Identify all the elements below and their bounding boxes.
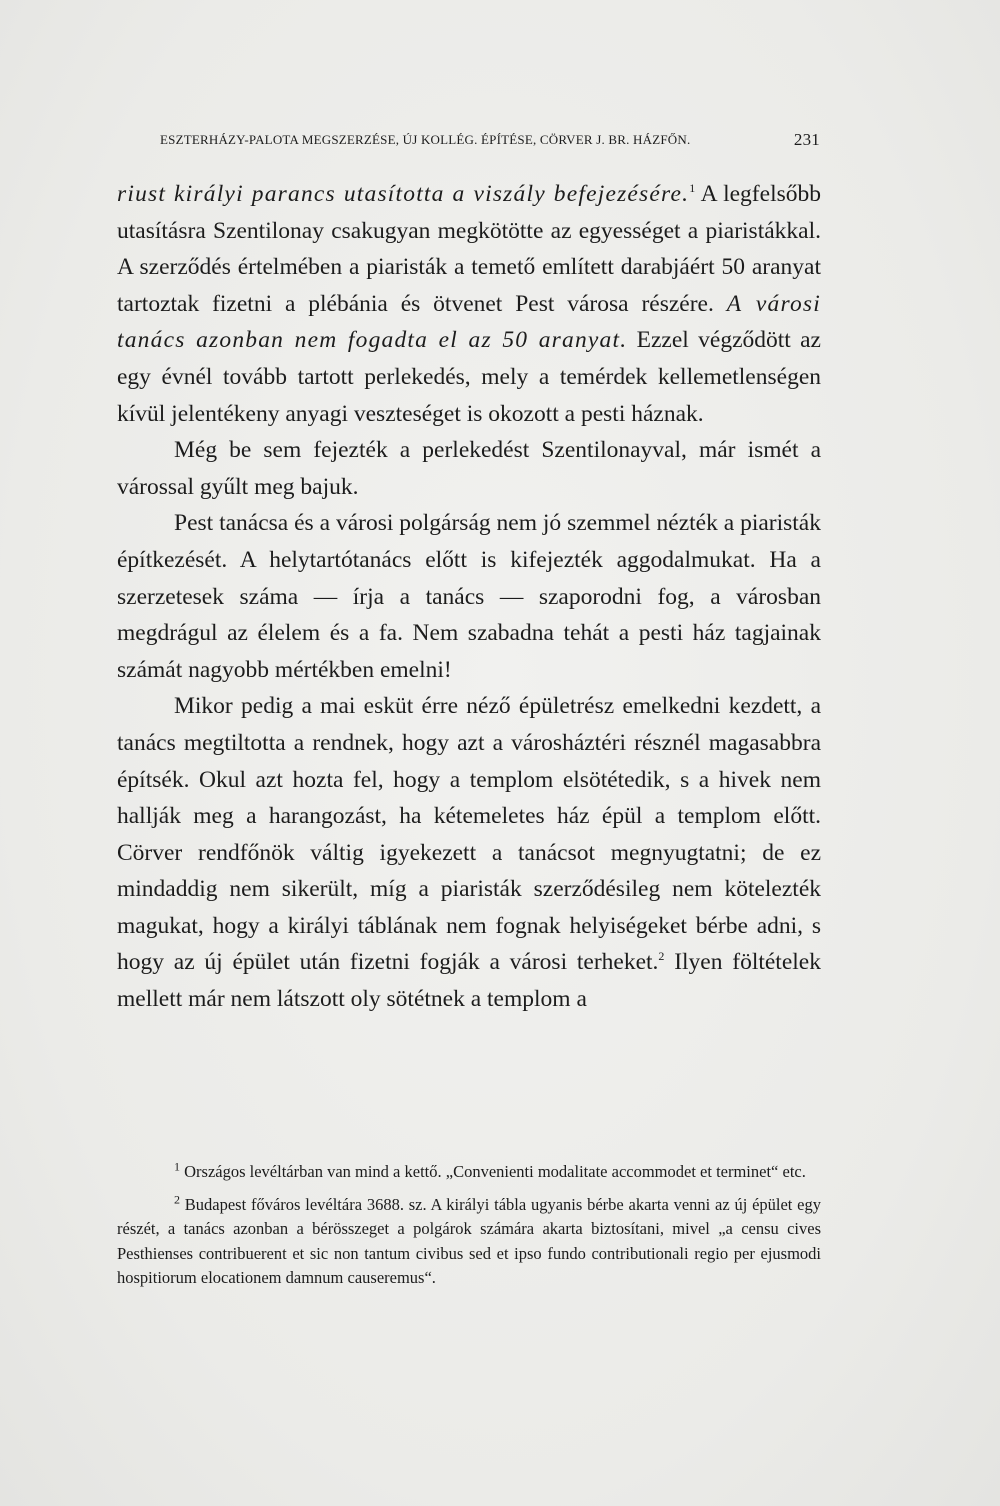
paragraph-3: Pest tanácsa és a városi polgárság nem jó szemmel nézték a piaristák építkezését. A helytartótanács előtt is kifejezték aggodalmukat. Ha a szerzetesek száma — írja a tanács — szaporodni fog, a városban megdrágul az élelem és a fa. Nem szabadna tehát a pesti ház tagjainak számát nagyobb mértékben emelni! — [117, 510, 821, 683]
footnote-marker-1: 1 — [174, 1159, 180, 1174]
paragraph-4 — [117, 688, 821, 1017]
footnote-ref-2: 2 — [658, 949, 665, 964]
running-head-title: ESZTERHÁZY-PALOTA MEGSZERZÉSE, ÚJ KOLLÉG. ÉPÍTÉSE, CÖRVER J. BR. HÁZFŐN. — [160, 132, 691, 147]
paragraph-2: Még be sem fejezték a perlekedést Szentilonayval, már ismét a várossal gyűlt meg bajuk. — [117, 437, 821, 500]
paragraph-1-text-a: A legfelsőbb utasításra Szentilonay csakugyan megkötötte az egyességet a piaristákkal. A szerződés értelmében a piaristák a temető említett darabjáért 50 aranyat tartoztak fizetni a plébánia és ötvenet Pest városa részére. — [117, 181, 821, 317]
footnote-1 — [117, 1160, 821, 1185]
italic-passage-1: riust királyi parancs utasította a viszály befejezésére. — [117, 181, 690, 207]
running-head — [160, 130, 820, 152]
main-text — [117, 176, 821, 1018]
paragraph-4-text-b: Ilyen föltételek mellett már nem látszott oly sötétnek a templom a — [117, 949, 821, 1013]
paragraph-1-text-b: Ezzel végződött az egy évnél tovább tartott perlekedés, mely a temérdek kellemetlenségen kívül jelentékeny anyagi veszteséget is okozott a pesti háznak. — [117, 327, 821, 427]
italic-passage-2: A városi tanács azonban nem fogadta el az 50 aranyat. — [117, 290, 821, 354]
paragraph-1 — [117, 176, 821, 432]
footnote-2-text: Budapest főváros levéltára 3688. sz. A királyi tábla ugyanis bérbe akarta venni az új épület egy részét, a tanács azonban a bérösszeget a polgárok számára akarta biztosítani, mivel „a censu cives Pesthienses contribuerent et sic non tantum civibus sed et ipso fundo contributionali regio per ejusmodi hospitiorum elocationem damnum causeremus“. — [117, 1194, 821, 1287]
page-number: 231 — [793, 130, 820, 149]
paragraph-4-text-a: Mikor pedig a mai esküt érre néző épületrész emelkedni kezdett, a tanács megtiltotta a rendnek, hogy azt a városháztéri résznél magasabbra építsék. Okul azt hozta fel, hogy a templom elsötétedik, s a hivek nem hallják meg a harangozást, ha kétemeletes ház épül a templom előtt. Cörver rendfőnök váltig igyekezett a tanácsot megnyugtatni; de ez mindaddig nem sikerült, míg a piaristák szerződésileg nem kötelezték magukat, hogy a királyi táblának nem fognak helyiségeket bérbe adni, s hogy az új épület után fizetni fogják a városi terheket. — [117, 693, 821, 976]
footnote-2 — [117, 1193, 821, 1291]
footnote-marker-2: 2 — [174, 1192, 180, 1206]
footnote-ref-1: 1 — [689, 181, 696, 196]
footnote-1-text: Országos levéltárban van mind a kettő. „Convenienti modalitate accommodet et terminet“ etc. — [180, 1162, 806, 1181]
footnotes — [117, 1160, 821, 1299]
